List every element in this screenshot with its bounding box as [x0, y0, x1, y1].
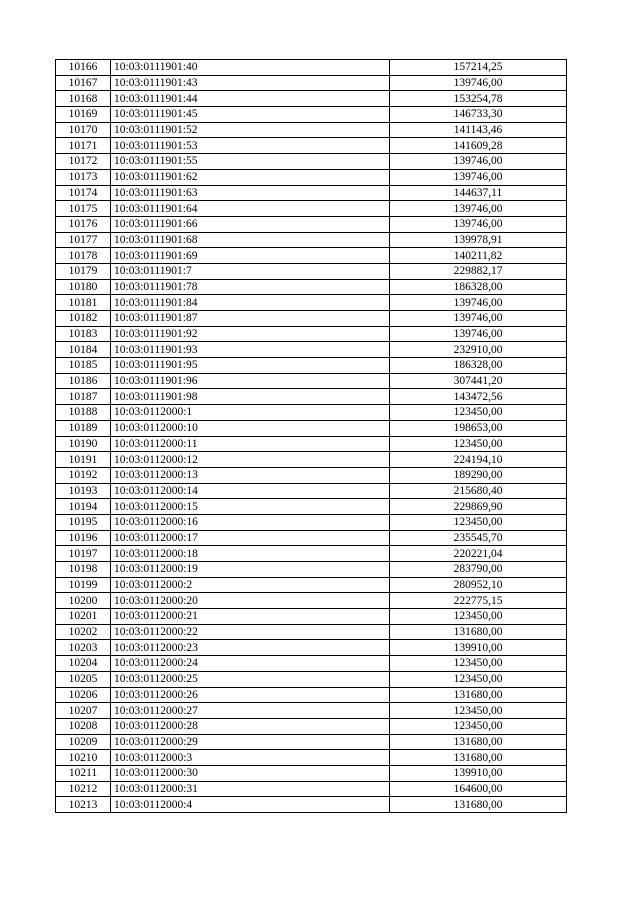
cadastral-number-cell: 10:03:0111901:53 [111, 138, 390, 154]
cadastral-number-cell: 10:03:0112000:23 [111, 640, 390, 656]
row-number-cell: 10207 [56, 703, 111, 719]
row-number-cell: 10212 [56, 781, 111, 797]
cadastral-number-cell: 10:03:0111901:44 [111, 91, 390, 107]
value-cell: 143472,56 [390, 389, 567, 405]
row-number-cell: 10205 [56, 671, 111, 687]
row-number-cell: 10192 [56, 467, 111, 483]
cadastral-number-cell: 10:03:0112000:15 [111, 499, 390, 515]
row-number-cell: 10181 [56, 295, 111, 311]
table-row [56, 467, 567, 483]
row-number-cell: 10197 [56, 546, 111, 562]
row-number-cell: 10176 [56, 216, 111, 232]
row-number-cell: 10180 [56, 279, 111, 295]
value-cell: 123450,00 [390, 405, 567, 421]
row-number-cell: 10169 [56, 107, 111, 123]
cadastral-number-cell: 10:03:0111901:7 [111, 263, 390, 279]
value-cell: 140211,82 [390, 248, 567, 264]
row-number-cell: 10211 [56, 765, 111, 781]
table-row [56, 734, 567, 750]
table-row [56, 718, 567, 734]
value-cell: 283790,00 [390, 562, 567, 578]
table-row [56, 60, 567, 76]
row-number-cell: 10204 [56, 656, 111, 672]
table-row [56, 216, 567, 232]
value-cell: 123450,00 [390, 609, 567, 625]
cadastral-number-cell: 10:03:0112000:18 [111, 546, 390, 562]
value-cell: 139746,00 [390, 311, 567, 327]
table-row [56, 154, 567, 170]
value-cell: 164600,00 [390, 781, 567, 797]
cadastral-number-cell: 10:03:0112000:29 [111, 734, 390, 750]
value-cell: 222775,15 [390, 593, 567, 609]
row-number-cell: 10189 [56, 420, 111, 436]
value-cell: 131680,00 [390, 624, 567, 640]
row-number-cell: 10196 [56, 530, 111, 546]
table-row [56, 201, 567, 217]
cadastral-number-cell: 10:03:0112000:20 [111, 593, 390, 609]
row-number-cell: 10175 [56, 201, 111, 217]
table-row [56, 91, 567, 107]
row-number-cell: 10185 [56, 358, 111, 374]
cadastral-number-cell: 10:03:0112000:28 [111, 718, 390, 734]
row-number-cell: 10190 [56, 436, 111, 452]
cadastral-number-cell: 10:03:0112000:10 [111, 420, 390, 436]
value-cell: 131680,00 [390, 750, 567, 766]
value-cell: 139746,00 [390, 201, 567, 217]
cadastral-number-cell: 10:03:0112000:31 [111, 781, 390, 797]
value-cell: 153254,78 [390, 91, 567, 107]
table-row [56, 703, 567, 719]
table-row [56, 483, 567, 499]
table-row [56, 373, 567, 389]
value-cell: 189290,00 [390, 467, 567, 483]
cadastral-number-cell: 10:03:0112000:17 [111, 530, 390, 546]
row-number-cell: 10168 [56, 91, 111, 107]
table-row [56, 750, 567, 766]
table-row [56, 389, 567, 405]
value-cell: 139910,00 [390, 765, 567, 781]
value-cell: 139746,00 [390, 295, 567, 311]
cadastral-number-cell: 10:03:0111901:62 [111, 169, 390, 185]
value-cell: 123450,00 [390, 671, 567, 687]
row-number-cell: 10193 [56, 483, 111, 499]
row-number-cell: 10198 [56, 562, 111, 578]
cadastral-number-cell: 10:03:0112000:11 [111, 436, 390, 452]
value-cell: 198653,00 [390, 420, 567, 436]
table-row [56, 436, 567, 452]
row-number-cell: 10186 [56, 373, 111, 389]
row-number-cell: 10179 [56, 263, 111, 279]
row-number-cell: 10213 [56, 797, 111, 813]
table-row [56, 452, 567, 468]
value-cell: 186328,00 [390, 358, 567, 374]
data-table [55, 59, 567, 813]
row-number-cell: 10172 [56, 154, 111, 170]
table-row [56, 169, 567, 185]
cadastral-number-cell: 10:03:0112000:21 [111, 609, 390, 625]
cadastral-number-cell: 10:03:0111901:64 [111, 201, 390, 217]
value-cell: 224194,10 [390, 452, 567, 468]
cadastral-number-cell: 10:03:0111901:66 [111, 216, 390, 232]
cadastral-number-cell: 10:03:0112000:12 [111, 452, 390, 468]
cadastral-number-cell: 10:03:0111901:98 [111, 389, 390, 405]
row-number-cell: 10195 [56, 514, 111, 530]
row-number-cell: 10183 [56, 326, 111, 342]
row-number-cell: 10177 [56, 232, 111, 248]
table-row [56, 656, 567, 672]
value-cell: 146733,30 [390, 107, 567, 123]
value-cell: 131680,00 [390, 797, 567, 813]
table-row [56, 248, 567, 264]
row-number-cell: 10199 [56, 577, 111, 593]
cadastral-number-cell: 10:03:0111901:95 [111, 358, 390, 374]
table-row [56, 640, 567, 656]
table-row [56, 107, 567, 123]
cadastral-number-cell: 10:03:0112000:25 [111, 671, 390, 687]
row-number-cell: 10200 [56, 593, 111, 609]
row-number-cell: 10208 [56, 718, 111, 734]
value-cell: 232910,00 [390, 342, 567, 358]
value-cell: 157214,25 [390, 60, 567, 76]
table-row [56, 499, 567, 515]
table-row [56, 232, 567, 248]
value-cell: 139746,00 [390, 154, 567, 170]
table-row [56, 138, 567, 154]
cadastral-number-cell: 10:03:0112000:3 [111, 750, 390, 766]
row-number-cell: 10194 [56, 499, 111, 515]
table-row [56, 514, 567, 530]
value-cell: 139746,00 [390, 216, 567, 232]
cadastral-number-cell: 10:03:0111901:55 [111, 154, 390, 170]
value-cell: 229882,17 [390, 263, 567, 279]
value-cell: 220221,04 [390, 546, 567, 562]
value-cell: 123450,00 [390, 718, 567, 734]
cadastral-number-cell: 10:03:0111901:96 [111, 373, 390, 389]
cadastral-number-cell: 10:03:0112000:24 [111, 656, 390, 672]
table-row [56, 405, 567, 421]
cadastral-number-cell: 10:03:0112000:16 [111, 514, 390, 530]
value-cell: 144637,11 [390, 185, 567, 201]
value-cell: 131680,00 [390, 687, 567, 703]
cadastral-number-cell: 10:03:0112000:22 [111, 624, 390, 640]
row-number-cell: 10210 [56, 750, 111, 766]
row-number-cell: 10170 [56, 122, 111, 138]
row-number-cell: 10171 [56, 138, 111, 154]
table-row [56, 546, 567, 562]
value-cell: 123450,00 [390, 436, 567, 452]
row-number-cell: 10184 [56, 342, 111, 358]
row-number-cell: 10209 [56, 734, 111, 750]
cadastral-number-cell: 10:03:0111901:43 [111, 75, 390, 91]
cadastral-number-cell: 10:03:0111901:84 [111, 295, 390, 311]
cadastral-number-cell: 10:03:0111901:68 [111, 232, 390, 248]
cadastral-number-cell: 10:03:0111901:87 [111, 311, 390, 327]
row-number-cell: 10187 [56, 389, 111, 405]
cadastral-number-cell: 10:03:0111901:93 [111, 342, 390, 358]
cadastral-number-cell: 10:03:0112000:19 [111, 562, 390, 578]
cadastral-number-cell: 10:03:0112000:30 [111, 765, 390, 781]
cadastral-number-cell: 10:03:0112000:2 [111, 577, 390, 593]
value-cell: 123450,00 [390, 703, 567, 719]
table-row [56, 185, 567, 201]
value-cell: 139746,00 [390, 169, 567, 185]
table-row [56, 358, 567, 374]
table-row [56, 781, 567, 797]
cadastral-number-cell: 10:03:0111901:63 [111, 185, 390, 201]
table-row [56, 593, 567, 609]
table-row [56, 609, 567, 625]
value-cell: 229869,90 [390, 499, 567, 515]
value-cell: 139746,00 [390, 326, 567, 342]
value-cell: 139910,00 [390, 640, 567, 656]
table-row [56, 420, 567, 436]
value-cell: 139746,00 [390, 75, 567, 91]
value-cell: 280952,10 [390, 577, 567, 593]
value-cell: 123450,00 [390, 514, 567, 530]
table-row [56, 577, 567, 593]
row-number-cell: 10202 [56, 624, 111, 640]
table-row [56, 530, 567, 546]
table-body [56, 60, 567, 813]
table-row [56, 687, 567, 703]
value-cell: 141143,46 [390, 122, 567, 138]
value-cell: 235545,70 [390, 530, 567, 546]
value-cell: 215680,40 [390, 483, 567, 499]
cadastral-number-cell: 10:03:0111901:78 [111, 279, 390, 295]
table-row [56, 311, 567, 327]
cadastral-number-cell: 10:03:0112000:27 [111, 703, 390, 719]
table-row [56, 624, 567, 640]
row-number-cell: 10206 [56, 687, 111, 703]
cadastral-number-cell: 10:03:0111901:45 [111, 107, 390, 123]
cadastral-number-cell: 10:03:0112000:14 [111, 483, 390, 499]
row-number-cell: 10201 [56, 609, 111, 625]
value-cell: 186328,00 [390, 279, 567, 295]
cadastral-number-cell: 10:03:0111901:52 [111, 122, 390, 138]
value-cell: 307441,20 [390, 373, 567, 389]
row-number-cell: 10203 [56, 640, 111, 656]
cadastral-number-cell: 10:03:0111901:92 [111, 326, 390, 342]
row-number-cell: 10182 [56, 311, 111, 327]
table-row [56, 671, 567, 687]
table-row [56, 765, 567, 781]
row-number-cell: 10167 [56, 75, 111, 91]
table-row [56, 342, 567, 358]
cadastral-number-cell: 10:03:0112000:1 [111, 405, 390, 421]
cadastral-number-cell: 10:03:0111901:40 [111, 60, 390, 76]
value-cell: 131680,00 [390, 734, 567, 750]
row-number-cell: 10166 [56, 60, 111, 76]
table-row [56, 562, 567, 578]
table-row [56, 75, 567, 91]
value-cell: 139978,91 [390, 232, 567, 248]
value-cell: 123450,00 [390, 656, 567, 672]
table-row [56, 122, 567, 138]
table-row [56, 295, 567, 311]
row-number-cell: 10173 [56, 169, 111, 185]
table-row [56, 263, 567, 279]
cadastral-number-cell: 10:03:0112000:4 [111, 797, 390, 813]
row-number-cell: 10174 [56, 185, 111, 201]
table-row [56, 797, 567, 813]
table-row [56, 326, 567, 342]
row-number-cell: 10178 [56, 248, 111, 264]
table-row [56, 279, 567, 295]
cadastral-number-cell: 10:03:0112000:26 [111, 687, 390, 703]
cadastral-number-cell: 10:03:0111901:69 [111, 248, 390, 264]
value-cell: 141609,28 [390, 138, 567, 154]
cadastral-number-cell: 10:03:0112000:13 [111, 467, 390, 483]
row-number-cell: 10188 [56, 405, 111, 421]
row-number-cell: 10191 [56, 452, 111, 468]
